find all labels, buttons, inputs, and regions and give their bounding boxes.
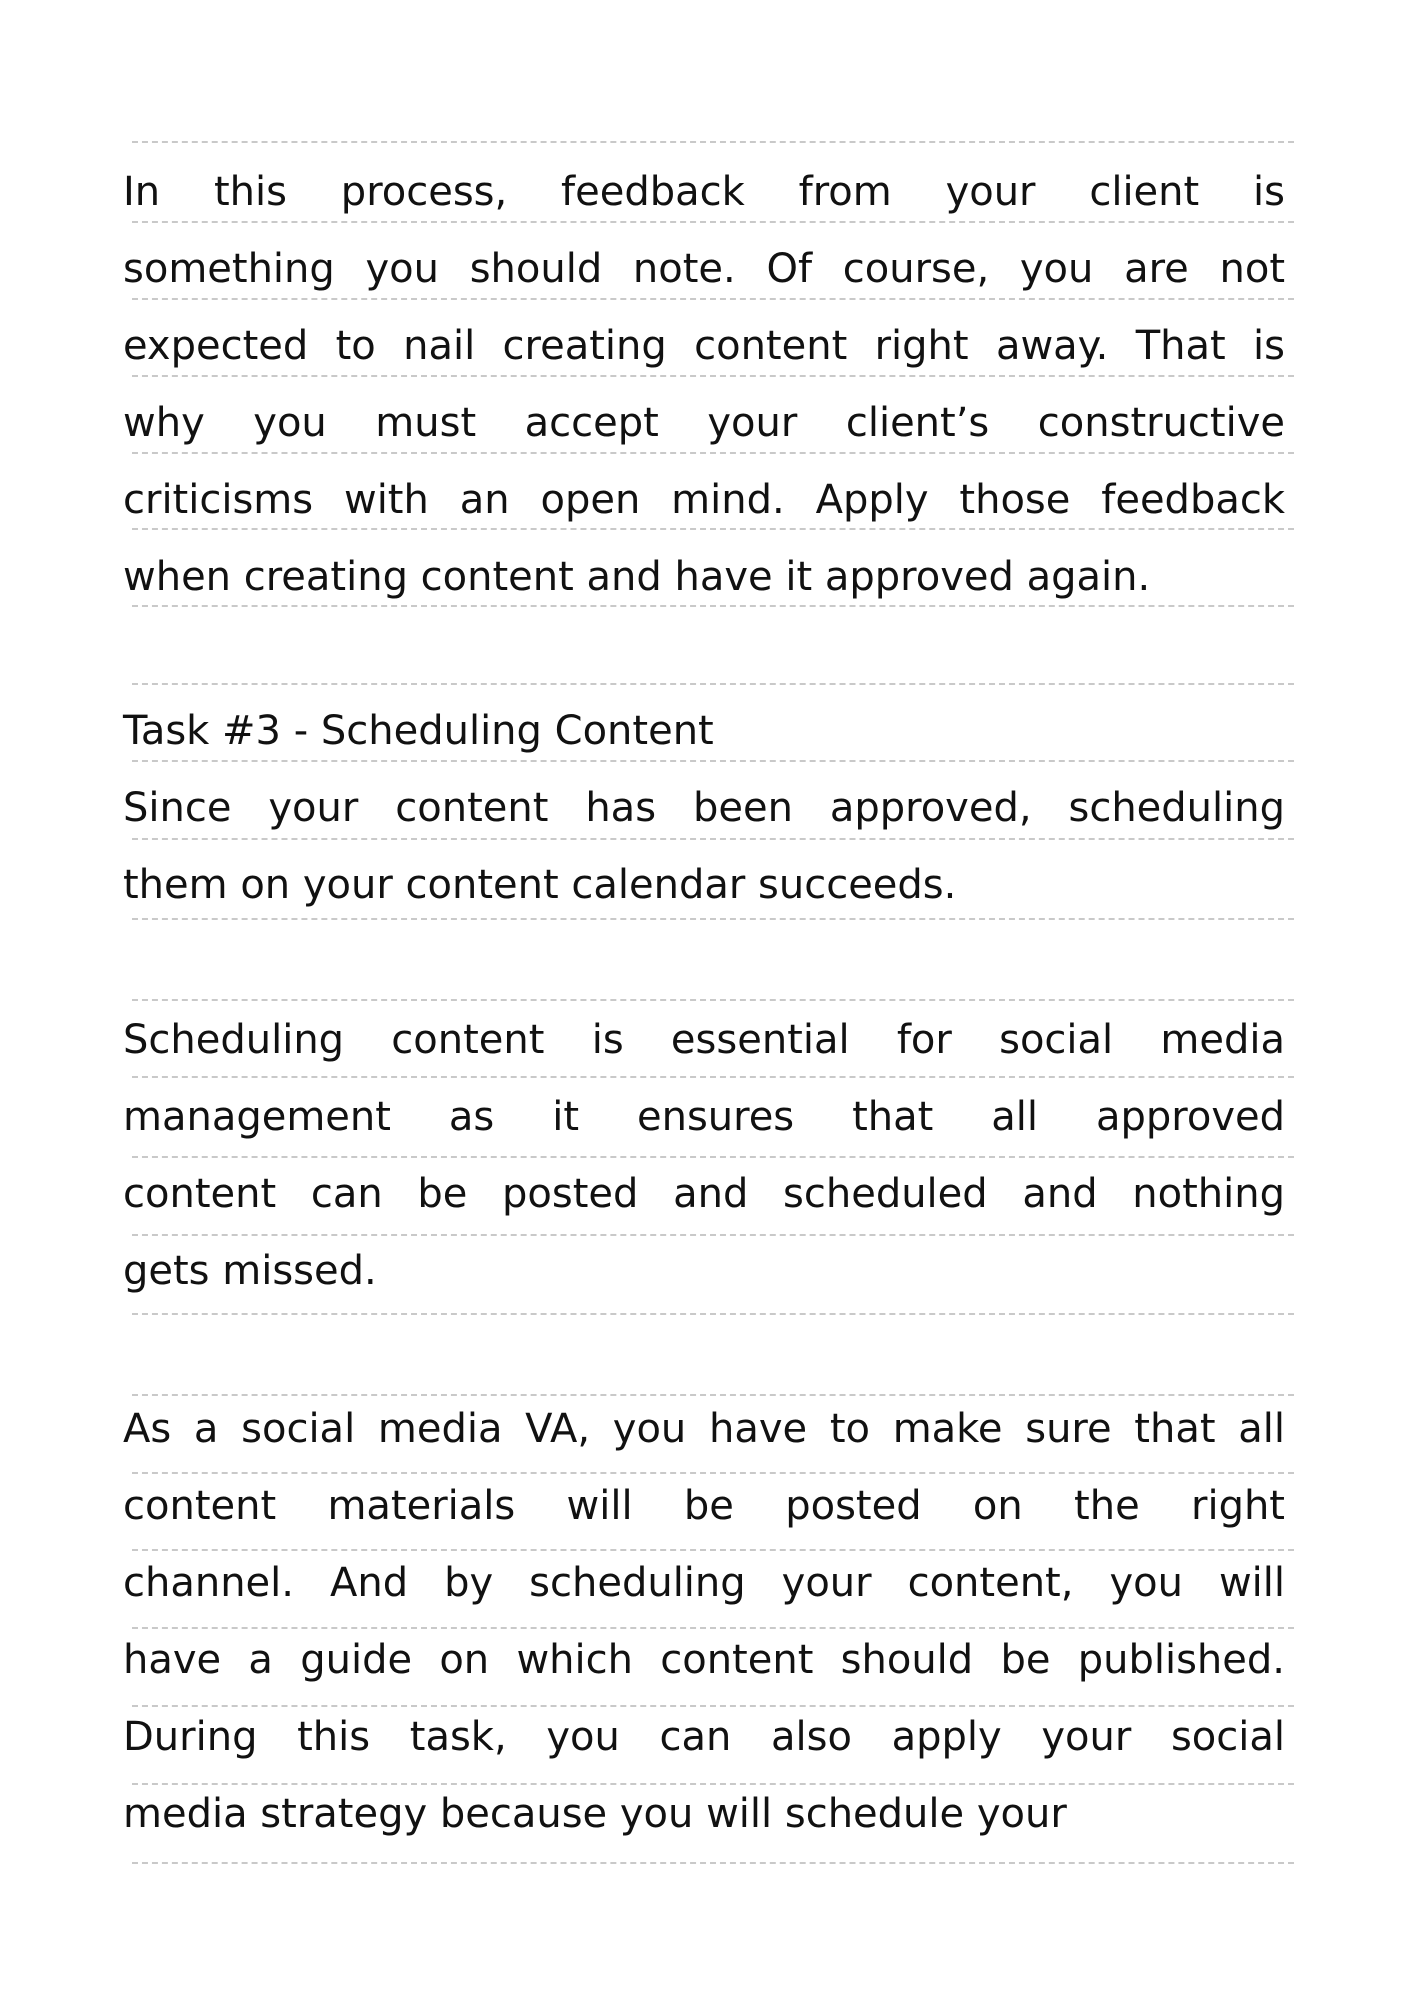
ruled-line (132, 528, 1294, 530)
ruled-line (132, 838, 1294, 840)
ruled-line (132, 918, 1294, 920)
ruled-line (132, 1862, 1294, 1864)
paragraph-4-line-3: channel. And by scheduling your content, you will (123, 1560, 1285, 1606)
paragraph-4-line-6: media strategy because you will schedule your (123, 1791, 1067, 1837)
paragraph-1-line-6: when creating content and have it approved again. (123, 554, 1151, 600)
ruled-line (132, 221, 1294, 223)
paragraph-1-line-5: criticisms with an open mind. Apply those feedback (123, 477, 1285, 523)
paragraph-4-line-1: As a social media VA, you have to make sure that all (123, 1406, 1285, 1452)
paragraph-1-line-2: something you should note. Of course, you are not (123, 246, 1285, 292)
paragraph-3-line-3: content can be posted and scheduled and nothing (123, 1171, 1285, 1217)
ruled-line (132, 375, 1294, 377)
paragraph-3-line-2: management as it ensures that all approved (123, 1094, 1285, 1140)
ruled-line (132, 1076, 1294, 1078)
paragraph-3-line-1: Scheduling content is essential for social media (123, 1017, 1285, 1063)
paragraph-1-line-4: why you must accept your client’s constructive (123, 400, 1285, 446)
paragraph-4-line-5: During this task, you can also apply your social (123, 1714, 1285, 1760)
ruled-line (132, 141, 1294, 143)
ruled-line (132, 999, 1294, 1001)
paragraph-4-line-4: have a guide on which content should be published. (123, 1637, 1285, 1683)
ruled-line (132, 1313, 1294, 1315)
paragraph-1-line-1: In this process, feedback from your client is (123, 169, 1285, 215)
paragraph-2-line-2: them on your content calendar succeeds. (123, 862, 957, 908)
ruled-line (132, 760, 1294, 762)
paragraph-4-line-2: content materials will be posted on the right (123, 1483, 1285, 1529)
ruled-line (132, 605, 1294, 607)
paragraph-2-line-1: Since your content has been approved, scheduling (123, 785, 1285, 831)
paragraph-3-line-4: gets missed. (123, 1248, 377, 1294)
paragraph-1-line-3: expected to nail creating content right away. That is (123, 323, 1285, 369)
ruled-line (132, 298, 1294, 300)
ruled-line (132, 683, 1294, 685)
ruled-line (132, 452, 1294, 454)
task-3-heading: Task #3 - Scheduling Content (123, 708, 714, 754)
